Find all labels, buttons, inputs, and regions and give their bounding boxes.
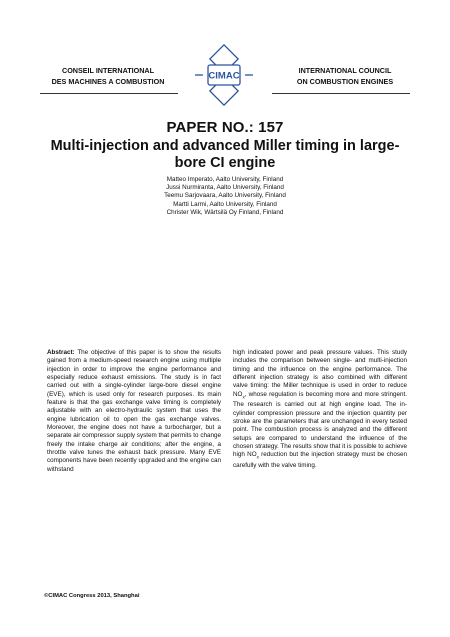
paper-title: Multi-injection and advanced Miller timing in large-bore CI engine: [50, 138, 400, 171]
abstract-column-left: [47, 349, 221, 474]
author-4: Martti Larmi, Aalto University, Finland: [173, 200, 277, 208]
header-right-line2: ON COMBUSTION ENGINES: [296, 76, 394, 86]
author-2: Jussi Nurmiranta, Aalto University, Finland: [166, 184, 284, 192]
footer-copyright: ©CIMAC Congress 2013, Shanghai: [44, 593, 140, 599]
header-right-org: [281, 66, 409, 87]
abstract-column-right: [233, 349, 407, 470]
author-3: Teemu Sarjovaara, Aalto University, Finland: [164, 192, 286, 200]
header-left-line1: CONSEIL INTERNATIONAL: [62, 66, 154, 75]
logo-wordmark: CIMAC: [208, 70, 240, 82]
abstract-text-right-3: reduction but the injection strategy must be chosen carefully with the valve timing.: [233, 451, 407, 469]
author-1: Matteo Imperato, Aalto University, Finland: [166, 176, 284, 183]
author-list: [100, 176, 350, 217]
author-5: Christer Wik, Wärtsilä Oy Finland, Finland: [166, 208, 284, 216]
nox-subscript-1: x: [242, 393, 245, 399]
header-left-org: [44, 66, 172, 87]
header-right-rule: [272, 93, 410, 94]
cimac-logo: [193, 44, 255, 106]
abstract-text-right-2: , whose regulation is becoming more and more stringent. The research is carried out at high engine load. The in-cylinder compression pressure and the injection quantity per stroke are the parameters that are unchanged in every tested point. The combustion process is analyzed and the different setups are compared to understand the influence of the chosen strategy. The results show that it is possible to achieve high NO: [233, 390, 407, 459]
abstract-label: Abstract:: [47, 349, 75, 356]
abstract-text-right-1: high indicated power and peak pressure values. This study includes the comparison between single- and multi-injection timing and the influence on the engine performance. The different injection strategy is also combined with different valve timing: the Miller technique is used in order to reduce NO: [233, 349, 407, 398]
header-right-line1: INTERNATIONAL COUNCIL: [298, 66, 392, 75]
header-left-line2: DES MACHINES A COMBUSTION: [51, 76, 165, 86]
header-left-rule: [40, 93, 178, 94]
abstract-text-left: The objective of this paper is to show the results gained from a medium-speed research engine using multiple injection in order to improve the engine performance and especially reduce exhaust emissions. The study is in fact carried out with a single-cylinder large-bore diesel engine (EVE), which is used only for research purposes. Its main feature is that the gas exchange valve timing is completely adjustable with an electro-hydraulic system that uses the engine lubrication oil to open the gas exchange valves. Moreover, the engine does not have a turbocharger, but a separate air compressor supply system that permits to change freely the intake charge air conditions; after the engine, a throttle valve tunes the exhaust back pressure. Many EVE components have been recently upgraded and the engine can withstand: [47, 349, 221, 473]
nox-subscript-2: x: [256, 454, 259, 460]
paper-number: PAPER NO.: 157: [166, 119, 284, 136]
